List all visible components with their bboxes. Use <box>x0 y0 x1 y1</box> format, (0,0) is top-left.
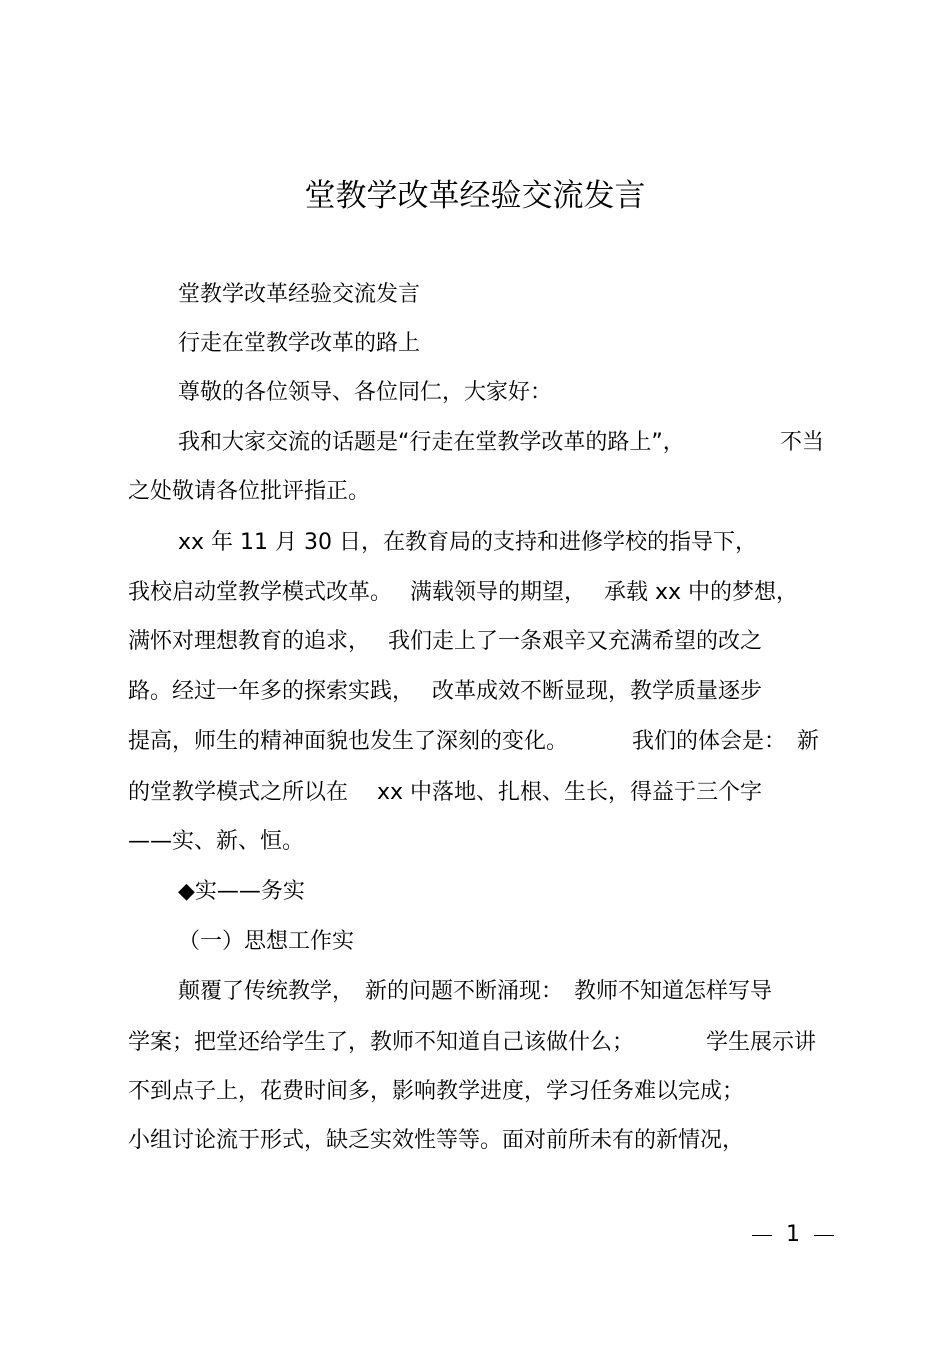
body-line: 不到点子上，花费时间多，影响教学进度，学习任务难以完成； <box>128 1079 745 1104</box>
body-line: 颠覆了传统教学， 新的问题不断涌现： 教师不知道怎样写导 <box>178 979 773 1004</box>
body-line: 行走在堂教学改革的路上 <box>178 331 421 356</box>
body-line: 我校启动堂教学模式改革。 满载领导的期望， 承载 xx 中的梦想， <box>128 580 799 605</box>
body-line: ——实、新、恒。 <box>128 829 305 854</box>
body-line: 学案；把堂还给学生了，教师不知道自己该做什么； <box>128 1030 635 1055</box>
page-number <box>752 1220 834 1250</box>
page-number-dash-right <box>814 1235 834 1236</box>
body-line: 尊敬的各位领导、各位同仁，大家好： <box>178 380 553 405</box>
page-number-value: 1 <box>786 1222 800 1247</box>
page-number-dash-left <box>752 1235 772 1236</box>
body-line: 路。经过一年多的探索实践， 改革成效不断显现，教学质量逐步 <box>128 679 762 704</box>
body-line: ◆实——务实 <box>178 879 305 904</box>
body-line: xx 年 11 月 30 日，在教育局的支持和进修学校的指导下， <box>178 530 757 555</box>
body-line: 的堂教学模式之所以在 xx 中落地、扎根、生长，得益于三个字 <box>128 780 763 805</box>
body-line: 堂教学改革经验交流发言 <box>178 282 421 307</box>
body-line: 我和大家交流的话题是“行走在堂教学改革的路上”， <box>178 430 685 455</box>
body-line: （一）思想工作实 <box>178 929 355 954</box>
body-line: 提高，师生的精神面貌也发生了深刻的变化。 <box>128 729 569 754</box>
body-line-tail: 不当 <box>780 430 825 455</box>
body-line: 小组讨论流于形式，缺乏实效性等等。面对前所未有的新情况， <box>128 1128 745 1153</box>
document-title: 堂教学改革经验交流发言 <box>304 178 646 214</box>
body-line-tail: 学生展示讲 <box>706 1030 817 1055</box>
body-line-tail: 我们的体会是： 新 <box>632 729 820 754</box>
body-line: 之处敬请各位批评指正。 <box>128 479 371 504</box>
body-line: 满怀对理想教育的追求， 我们走上了一条艰辛又充满希望的改之 <box>128 629 762 654</box>
